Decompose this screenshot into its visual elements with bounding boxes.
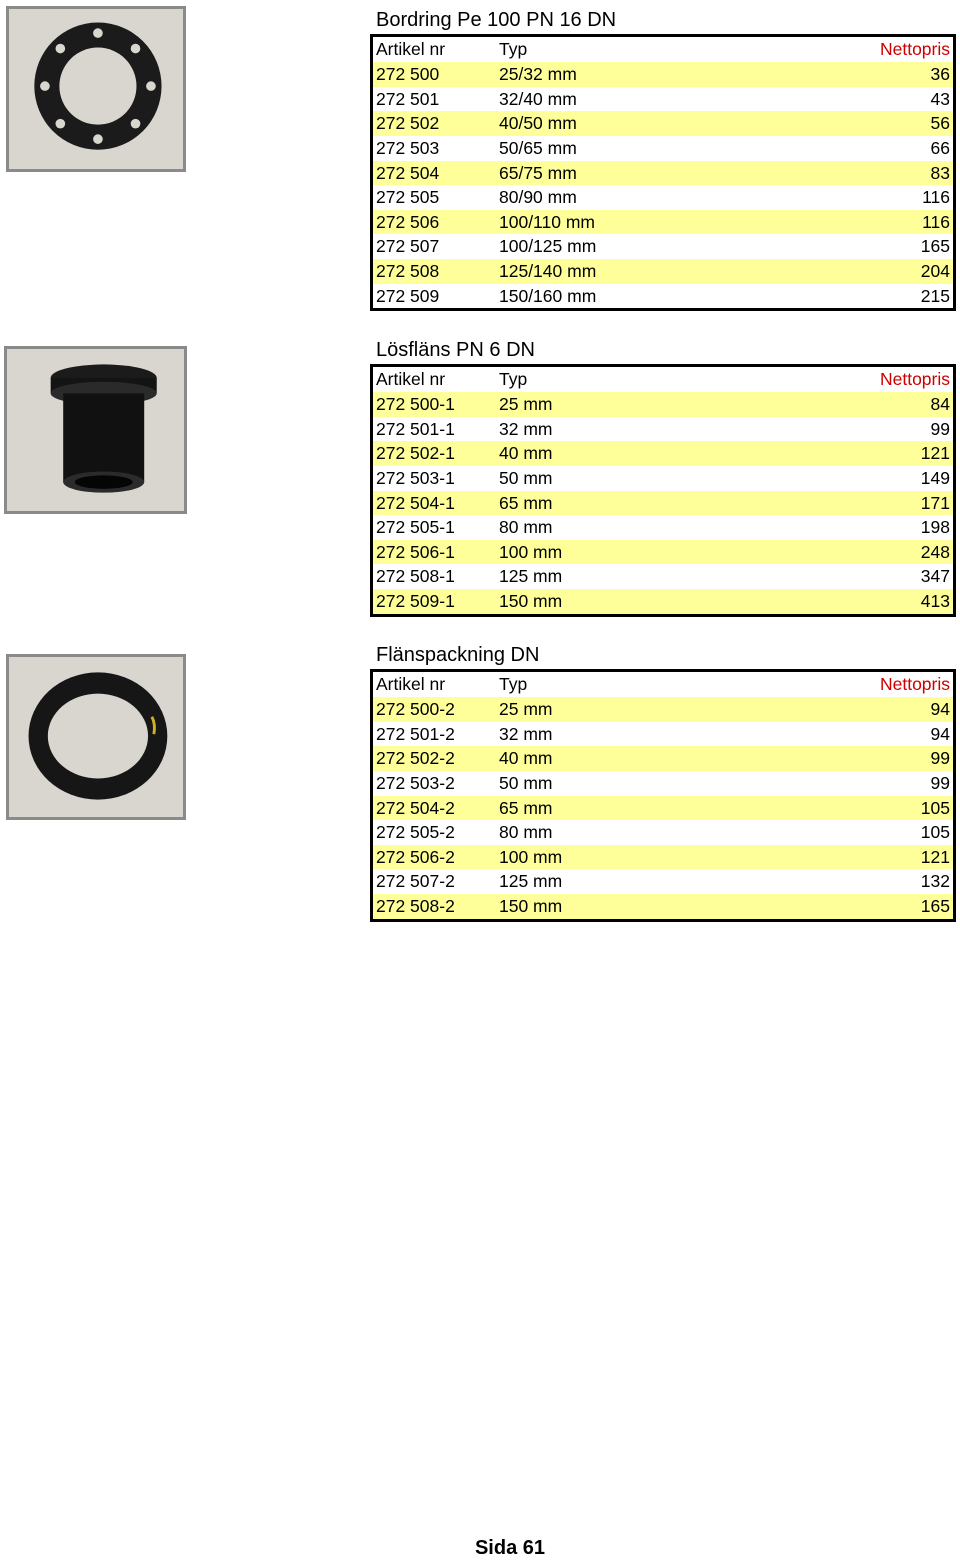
table-row <box>373 796 953 821</box>
artikel-cell: 272 505 <box>376 187 440 208</box>
artikel-cell: 272 507 <box>376 236 440 257</box>
artikel-cell: 272 501 <box>376 88 440 109</box>
typ-cell: 80 mm <box>499 822 553 843</box>
typ-cell: 100 mm <box>499 541 563 562</box>
price-cell: 121 <box>920 443 950 464</box>
table-row <box>373 185 953 210</box>
price-table <box>370 364 956 617</box>
section-title: Lösfläns PN 6 DN <box>376 339 535 361</box>
artikel-cell: 272 504-1 <box>376 492 455 513</box>
typ-cell: 32 mm <box>499 723 553 744</box>
price-cell: 248 <box>920 541 950 562</box>
table-row <box>373 564 953 589</box>
artikel-cell: 272 506 <box>376 211 440 232</box>
flange-ring-icon <box>9 9 183 169</box>
price-cell: 347 <box>920 566 950 587</box>
price-cell: 99 <box>930 748 950 769</box>
table-row <box>373 894 953 919</box>
artikel-cell: 272 509-1 <box>376 591 455 612</box>
typ-cell: 25 mm <box>499 699 553 719</box>
typ-cell: 32/40 mm <box>499 88 577 109</box>
column-header-price: Nettopris <box>879 674 950 694</box>
price-cell: 56 <box>930 113 950 134</box>
artikel-cell: 272 505-2 <box>376 822 455 843</box>
table-row <box>373 87 953 112</box>
typ-cell: 125 mm <box>499 566 563 587</box>
typ-cell: 100 mm <box>499 846 563 867</box>
price-table <box>370 34 956 311</box>
price-cell: 43 <box>930 88 950 109</box>
typ-cell: 50 mm <box>499 467 553 488</box>
price-cell: 83 <box>930 162 950 183</box>
artikel-cell: 272 508 <box>376 261 440 282</box>
price-cell: 215 <box>920 285 950 306</box>
price-cell: 171 <box>920 492 950 513</box>
table-row <box>373 392 953 417</box>
flange-gasket-icon <box>9 657 183 817</box>
artikel-cell: 272 503-2 <box>376 772 455 793</box>
typ-cell: 25/32 mm <box>499 64 577 84</box>
section-title: Bordring Pe 100 PN 16 DN <box>376 9 617 31</box>
typ-cell: 25 mm <box>499 394 553 414</box>
typ-cell: 65/75 mm <box>499 162 577 183</box>
price-cell: 116 <box>922 211 950 232</box>
column-header-artikel: Artikel nr <box>376 674 446 694</box>
price-cell: 84 <box>930 394 950 414</box>
table-row <box>373 746 953 771</box>
price-cell: 105 <box>920 797 950 818</box>
table-row <box>373 259 953 284</box>
section-flanspackning <box>370 641 956 922</box>
price-cell: 99 <box>930 772 950 793</box>
typ-cell: 40 mm <box>499 443 553 464</box>
table-row <box>373 210 953 235</box>
table-row <box>373 820 953 845</box>
table-header <box>373 672 953 697</box>
flange-ring-photo <box>6 6 186 172</box>
price-cell: 165 <box>920 236 950 257</box>
artikel-cell: 272 504-2 <box>376 797 455 818</box>
typ-cell: 125/140 mm <box>499 261 597 282</box>
table-row <box>373 491 953 516</box>
typ-cell: 100/110 mm <box>499 211 595 232</box>
table-row <box>373 161 953 186</box>
column-header-typ: Typ <box>499 39 528 59</box>
price-cell: 204 <box>920 261 950 282</box>
price-cell: 413 <box>920 591 950 612</box>
price-cell: 94 <box>930 723 950 744</box>
table-row <box>373 234 953 259</box>
price-cell: 105 <box>920 822 950 843</box>
price-cell: 198 <box>920 517 950 538</box>
artikel-cell: 272 503-1 <box>376 467 455 488</box>
price-cell: 165 <box>920 896 950 917</box>
typ-cell: 50/65 mm <box>499 137 577 158</box>
column-header-typ: Typ <box>499 674 528 694</box>
table-row <box>373 284 953 309</box>
typ-cell: 32 mm <box>499 418 553 439</box>
artikel-cell: 272 500-1 <box>376 394 455 414</box>
page-number: Sida 61 <box>474 1537 546 1559</box>
table-row <box>373 62 953 87</box>
artikel-cell: 272 503 <box>376 137 440 158</box>
section-bordring <box>370 6 956 311</box>
column-header-artikel: Artikel nr <box>376 369 446 389</box>
typ-cell: 80/90 mm <box>499 187 577 208</box>
artikel-cell: 272 504 <box>376 162 440 183</box>
table-header <box>373 367 953 392</box>
flange-gasket-photo <box>6 654 186 820</box>
stub-flange-icon <box>7 349 184 511</box>
typ-cell: 80 mm <box>499 517 553 538</box>
column-header-artikel: Artikel nr <box>376 39 446 59</box>
price-cell: 116 <box>922 187 950 208</box>
price-cell: 66 <box>930 137 950 158</box>
typ-cell: 125 mm <box>499 871 563 892</box>
column-header-price: Nettopris <box>879 369 950 389</box>
table-row <box>373 869 953 894</box>
typ-cell: 65 mm <box>499 492 553 513</box>
typ-cell: 100/125 mm <box>499 236 597 257</box>
typ-cell: 50 mm <box>499 772 553 793</box>
artikel-cell: 272 502-1 <box>376 443 455 464</box>
typ-cell: 150/160 mm <box>499 285 597 306</box>
artikel-cell: 272 506-1 <box>376 541 455 562</box>
table-row <box>373 111 953 136</box>
table-row <box>373 417 953 442</box>
artikel-cell: 272 509 <box>376 285 440 306</box>
artikel-cell: 272 501-1 <box>376 418 455 439</box>
table-row <box>373 136 953 161</box>
artikel-cell: 272 507-2 <box>376 871 455 892</box>
table-row <box>373 441 953 466</box>
artikel-cell: 272 500 <box>376 64 440 84</box>
price-cell: 121 <box>920 846 950 867</box>
table-row <box>373 515 953 540</box>
price-cell: 36 <box>930 64 950 84</box>
price-cell: 149 <box>920 467 950 488</box>
table-row <box>373 466 953 491</box>
table-row <box>373 771 953 796</box>
section-title: Flänspackning DN <box>376 644 540 666</box>
artikel-cell: 272 506-2 <box>376 846 455 867</box>
price-table <box>370 669 956 922</box>
artikel-cell: 272 502 <box>376 113 440 134</box>
typ-cell: 65 mm <box>499 797 553 818</box>
column-header-price: Nettopris <box>879 39 950 59</box>
table-header <box>373 37 953 62</box>
typ-cell: 40 mm <box>499 748 553 769</box>
artikel-cell: 272 502-2 <box>376 748 455 769</box>
table-row <box>373 697 953 722</box>
column-header-typ: Typ <box>499 369 528 389</box>
typ-cell: 150 mm <box>499 591 563 612</box>
artikel-cell: 272 508-2 <box>376 896 455 917</box>
artikel-cell: 272 505-1 <box>376 517 455 538</box>
table-row <box>373 589 953 614</box>
artikel-cell: 272 500-2 <box>376 699 455 719</box>
typ-cell: 40/50 mm <box>499 113 577 134</box>
artikel-cell: 272 501-2 <box>376 723 455 744</box>
table-row <box>373 540 953 565</box>
table-row <box>373 845 953 870</box>
price-cell: 132 <box>920 871 950 892</box>
table-row <box>373 722 953 747</box>
price-cell: 94 <box>930 699 950 719</box>
artikel-cell: 272 508-1 <box>376 566 455 587</box>
section-losflans <box>370 336 956 617</box>
price-cell: 99 <box>930 418 950 439</box>
typ-cell: 150 mm <box>499 896 563 917</box>
stub-flange-photo <box>4 346 187 514</box>
